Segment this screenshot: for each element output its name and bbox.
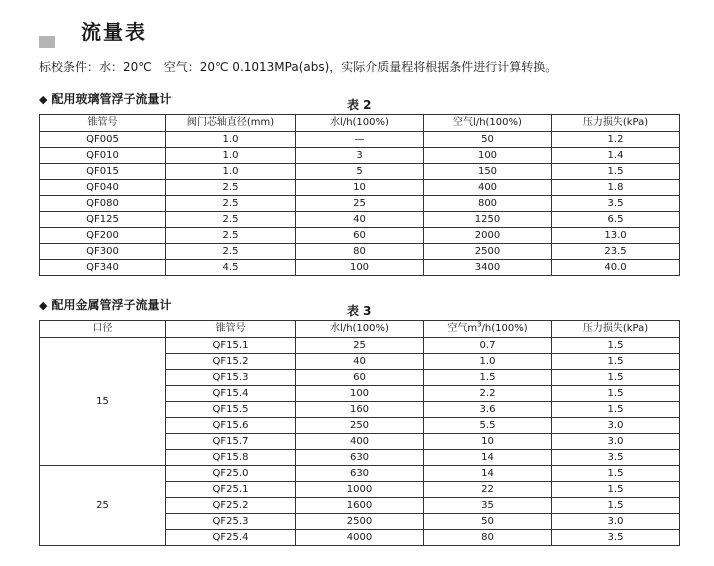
table-cell: 1.4 [552,148,680,164]
table-cell: 3.0 [552,434,680,450]
table-cell: 250 [296,418,424,434]
table-cell: 14 [424,466,552,482]
table-cell: 13.0 [552,228,680,244]
section-heading-glass [39,90,171,107]
table-cell: 1.5 [552,482,680,498]
calibration-conditions: 标校条件：水：20℃ 空气：20℃ 0.1013MPa(abs)，实际介质量程将根据条件进行计算转换。 [39,60,558,74]
air-unit-text: 空气m [447,323,478,334]
table-cell: 50 [424,514,552,530]
table-cell: QF010 [40,148,166,164]
section-heading-glass-text: 配用玻璃管浮子流量计 [51,92,172,106]
table-cell: QF15.6 [166,418,296,434]
table-cell: 630 [296,466,424,482]
table-cell: QF125 [40,212,166,228]
table-cell: 4000 [296,530,424,546]
table-row [40,180,680,196]
table-cell: 1.0 [166,164,296,180]
diameter-cell: 25 [40,466,166,546]
air-unit-suffix: /h(100%) [481,323,528,334]
table-cell: 1.5 [552,370,680,386]
column-header: 锥管号 [166,321,296,338]
column-header: 水l/h(100%) [296,115,424,132]
table-cell: 5.5 [424,418,552,434]
table-cell: 1.5 [424,370,552,386]
table-cell: 3.6 [424,402,552,418]
table-cell: QF340 [40,260,166,276]
table-cell: QF25.4 [166,530,296,546]
table-row [40,212,680,228]
table-cell: 2500 [424,244,552,260]
table-row [40,338,680,354]
table-cell: 14 [424,450,552,466]
table-cell: 3.5 [552,196,680,212]
metal-tube-flow-table [39,320,680,546]
column-header: 锥管号 [40,115,166,132]
table-cell: 1.5 [552,498,680,514]
column-header: 压力损失(kPa) [552,115,680,132]
table-cell: QF15.2 [166,354,296,370]
table-cell: 1250 [424,212,552,228]
title-row [39,14,679,48]
table-cell: 35 [424,498,552,514]
table-cell: 100 [296,260,424,276]
table-2-caption: 表 2 [347,98,372,112]
table-cell: 25 [296,338,424,354]
column-header: 口径 [40,321,166,338]
table-3-caption: 表 3 [347,304,372,318]
table-cell: 80 [296,244,424,260]
table-cell: 2.5 [166,228,296,244]
column-header: 水l/h(100%) [296,321,424,338]
column-header: 阀门芯轴直径(mm) [166,115,296,132]
table-cell: 1.5 [552,466,680,482]
table-cell: 25 [296,196,424,212]
column-header: 压力损失(kPa) [552,321,680,338]
table-cell: 3 [296,148,424,164]
table-cell: 40 [296,354,424,370]
table-cell: 1000 [296,482,424,498]
table-cell: 60 [296,228,424,244]
table-cell: 6.5 [552,212,680,228]
table-cell: 1.5 [552,354,680,370]
table-cell: 1.0 [424,354,552,370]
table-cell: 1.5 [552,386,680,402]
table-row [40,228,680,244]
table-cell: QF300 [40,244,166,260]
table-cell: — [296,132,424,148]
page-title: 流量表 [81,20,147,44]
table-row [40,466,680,482]
table-row [40,196,680,212]
diameter-cell: 15 [40,338,166,466]
table-cell: QF015 [40,164,166,180]
table-cell: 40.0 [552,260,680,276]
table-cell: 10 [424,434,552,450]
table-cell: QF200 [40,228,166,244]
table-cell: 2.5 [166,180,296,196]
table-cell: 800 [424,196,552,212]
table-row [40,260,680,276]
table-cell: 3.5 [552,530,680,546]
table-row [40,164,680,180]
table-cell: 3.0 [552,418,680,434]
table-cell: 1.2 [552,132,680,148]
table-cell: 1.5 [552,402,680,418]
table-header-row [40,321,680,338]
glass-tube-flow-table [39,114,680,276]
table-cell: 400 [296,434,424,450]
diamond-bullet-icon: ◆ [39,299,48,312]
table-cell: 60 [296,370,424,386]
table-cell: QF15.7 [166,434,296,450]
table-cell: QF040 [40,180,166,196]
table-cell: 3.0 [552,514,680,530]
table-cell: 160 [296,402,424,418]
table-cell: 23.5 [552,244,680,260]
table-cell: QF15.3 [166,370,296,386]
table-cell: 3.5 [552,450,680,466]
section-heading-metal [39,296,171,313]
table-cell: 1.0 [166,132,296,148]
table-cell: 0.7 [424,338,552,354]
section-heading-metal-text: 配用金属管浮子流量计 [51,298,172,312]
table-cell: 100 [296,386,424,402]
table-cell: 630 [296,450,424,466]
table-cell: QF080 [40,196,166,212]
column-header [424,321,552,338]
table-cell: 2000 [424,228,552,244]
table-cell: QF25.1 [166,482,296,498]
table-cell: QF25.2 [166,498,296,514]
table-cell: 1600 [296,498,424,514]
table-row [40,244,680,260]
table-cell: 5 [296,164,424,180]
table-cell: 2.2 [424,386,552,402]
table-header-row [40,115,680,132]
table-row [40,148,680,164]
table-cell: 2500 [296,514,424,530]
table-cell: 22 [424,482,552,498]
superscript-3: 3 [477,320,482,329]
table-cell: 50 [424,132,552,148]
table-cell: QF15.8 [166,450,296,466]
diamond-bullet-icon: ◆ [39,93,48,106]
table-cell: 10 [296,180,424,196]
table-cell: 1.5 [552,164,680,180]
table-cell: 1.5 [552,338,680,354]
table-cell: 3400 [424,260,552,276]
table-cell: 40 [296,212,424,228]
table-cell: 150 [424,164,552,180]
table-cell: QF15.5 [166,402,296,418]
table-cell: 1.0 [166,148,296,164]
table-cell: 1.8 [552,180,680,196]
table-row [40,132,680,148]
table-cell: QF005 [40,132,166,148]
table-cell: 400 [424,180,552,196]
table-cell: 100 [424,148,552,164]
table-cell: 2.5 [166,212,296,228]
table-cell: 80 [424,530,552,546]
table-cell: 2.5 [166,196,296,212]
table-cell: QF15.4 [166,386,296,402]
column-header: 空气l/h(100%) [424,115,552,132]
table-cell: 4.5 [166,260,296,276]
table-cell: 2.5 [166,244,296,260]
table-cell: QF25.0 [166,466,296,482]
title-accent-bar [39,36,55,48]
table-cell: QF15.1 [166,338,296,354]
table-cell: QF25.3 [166,514,296,530]
